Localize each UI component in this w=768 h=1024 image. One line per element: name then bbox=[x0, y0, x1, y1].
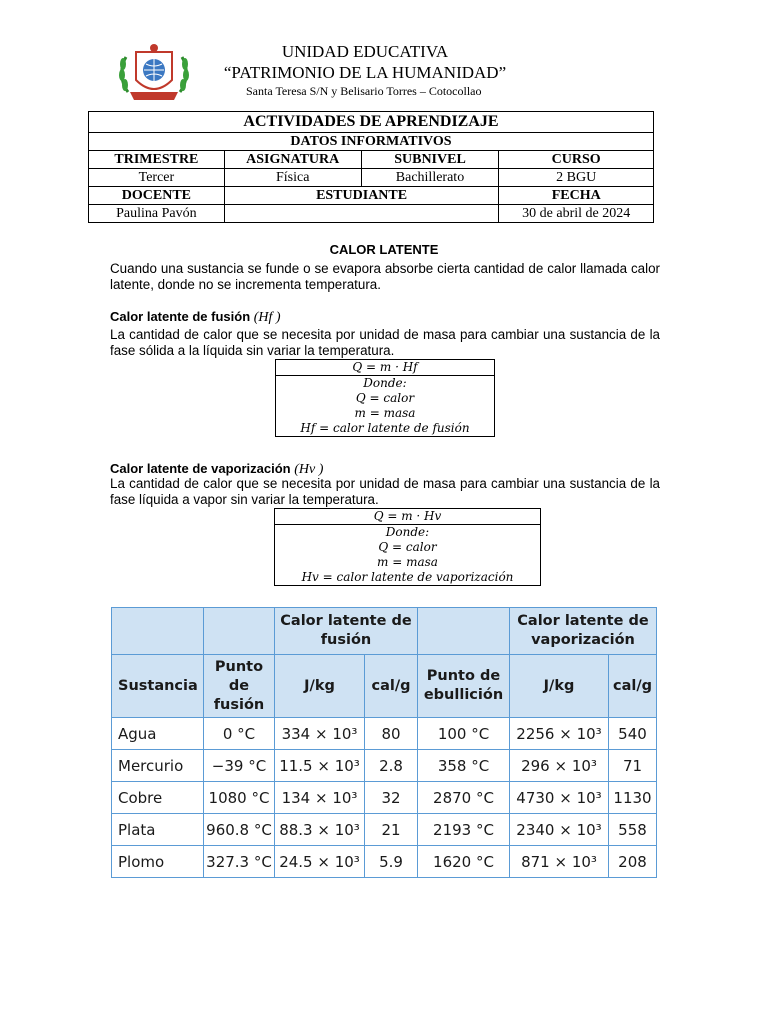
cell-jkg-fusion: 88.3 × 10³ bbox=[275, 814, 365, 846]
cell-punto-fusion: 0 °C bbox=[204, 718, 275, 750]
school-header bbox=[200, 42, 530, 98]
cell-calg-vapor: 558 bbox=[609, 814, 657, 846]
value-trimestre: Tercer bbox=[89, 169, 225, 187]
blank-header-cell bbox=[204, 608, 275, 655]
header-subnivel: SUBNIVEL bbox=[361, 151, 499, 169]
value-docente: Paulina Pavón bbox=[89, 205, 225, 223]
fusion-def-m: m = masa bbox=[354, 406, 416, 420]
value-estudiante[interactable] bbox=[224, 205, 499, 223]
cell-jkg-vapor: 2256 × 10³ bbox=[510, 718, 609, 750]
value-subnivel: Bachillerato bbox=[361, 169, 499, 187]
section-title: CALOR LATENTE bbox=[329, 242, 439, 257]
fusion-paragraph: La cantidad de calor que se necesita por unidad de masa para cambiar una sustancia de la fase sólida a la líquida sin variar la temperatura. bbox=[110, 327, 660, 358]
cell-calg-fusion: 21 bbox=[365, 814, 418, 846]
header-asignatura: ASIGNATURA bbox=[224, 151, 361, 169]
header-docente: DOCENTE bbox=[89, 187, 225, 205]
fusion-formula-box bbox=[275, 359, 495, 437]
header-fecha: FECHA bbox=[499, 187, 654, 205]
value-asignatura: Física bbox=[224, 169, 361, 187]
cell-calg-vapor: 1130 bbox=[609, 782, 657, 814]
table-row bbox=[112, 718, 657, 750]
cell-jkg-vapor: 2340 × 10³ bbox=[510, 814, 609, 846]
table-body bbox=[112, 718, 657, 878]
cell-sustancia: Cobre bbox=[112, 782, 204, 814]
cell-punto-fusion: 1080 °C bbox=[204, 782, 275, 814]
fusion-donde: Donde: bbox=[363, 376, 407, 390]
col-header-jkg-fusion: J/kg bbox=[275, 655, 365, 718]
vapor-heading-text: Calor latente de vaporización bbox=[110, 461, 291, 476]
cell-sustancia: Mercurio bbox=[112, 750, 204, 782]
col-header-calg-vapor: cal/g bbox=[609, 655, 657, 718]
fusion-def-q: Q = calor bbox=[355, 391, 415, 405]
cell-jkg-vapor: 871 × 10³ bbox=[510, 846, 609, 878]
cell-jkg-vapor: 4730 × 10³ bbox=[510, 782, 609, 814]
cell-jkg-vapor: 296 × 10³ bbox=[510, 750, 609, 782]
header-estudiante: ESTUDIANTE bbox=[224, 187, 499, 205]
fusion-def-h: Hf = calor latente de fusión bbox=[300, 421, 470, 435]
cell-sustancia: Plata bbox=[112, 814, 204, 846]
vapor-paragraph: La cantidad de calor que se necesita por unidad de masa para cambiar una sustancia de la fase líquida a vapor sin variar la temperatura. bbox=[110, 476, 660, 507]
fusion-heading-text: Calor latente de fusión bbox=[110, 309, 251, 324]
fusion-formula: Q = m · Hf bbox=[276, 360, 494, 376]
cell-punto-ebullicion: 1620 °C bbox=[418, 846, 510, 878]
cell-punto-fusion: 960.8 °C bbox=[204, 814, 275, 846]
cell-punto-ebullicion: 2193 °C bbox=[418, 814, 510, 846]
cell-sustancia: Agua bbox=[112, 718, 204, 750]
value-fecha: 30 de abril de 2024 bbox=[499, 205, 654, 223]
cell-calg-fusion: 80 bbox=[365, 718, 418, 750]
vapor-donde: Donde: bbox=[385, 525, 430, 539]
col-header-punto-ebullicion: Punto de ebullición bbox=[418, 655, 510, 718]
cell-punto-fusion: 327.3 °C bbox=[204, 846, 275, 878]
cell-punto-ebullicion: 100 °C bbox=[418, 718, 510, 750]
table-row bbox=[112, 782, 657, 814]
table-row bbox=[112, 846, 657, 878]
vapor-formula: Q = m · Hv bbox=[275, 509, 540, 525]
cell-calg-vapor: 208 bbox=[609, 846, 657, 878]
school-line1: UNIDAD EDUCATIVA bbox=[281, 42, 449, 61]
vapor-formula-box bbox=[274, 508, 541, 586]
header-curso: CURSO bbox=[499, 151, 654, 169]
vapor-def-q: Q = calor bbox=[378, 540, 437, 554]
latent-heat-table bbox=[111, 607, 657, 878]
school-address: Santa Teresa S/N y Belisario Torres – Cotocollao bbox=[246, 84, 482, 98]
group-header-vapor: Calor latente de vaporización bbox=[510, 608, 657, 655]
value-curso: 2 BGU bbox=[499, 169, 654, 187]
cell-jkg-fusion: 134 × 10³ bbox=[275, 782, 365, 814]
activities-title: ACTIVIDADES DE APRENDIZAJE bbox=[89, 112, 654, 133]
cell-punto-ebullicion: 2870 °C bbox=[418, 782, 510, 814]
intro-paragraph: Cuando una sustancia se funde o se evapora absorbe cierta cantidad de calor llamada calor latente, donde no se incrementa temperatura. bbox=[110, 261, 660, 292]
cell-punto-ebullicion: 358 °C bbox=[418, 750, 510, 782]
header-trimestre: TRIMESTRE bbox=[89, 151, 225, 169]
col-header-calg-fusion: cal/g bbox=[365, 655, 418, 718]
cell-calg-fusion: 2.8 bbox=[365, 750, 418, 782]
table-row bbox=[112, 814, 657, 846]
info-subtitle: DATOS INFORMATIVOS bbox=[89, 133, 654, 151]
blank-header-cell bbox=[418, 608, 510, 655]
cell-calg-fusion: 5.9 bbox=[365, 846, 418, 878]
vapor-symbol: (Hv ) bbox=[294, 462, 324, 477]
fusion-heading bbox=[110, 309, 281, 326]
cell-jkg-fusion: 334 × 10³ bbox=[275, 718, 365, 750]
info-table bbox=[88, 111, 654, 223]
col-header-punto-fusion: Punto de fusión bbox=[204, 655, 275, 718]
school-logo bbox=[118, 42, 190, 104]
cell-jkg-fusion: 11.5 × 10³ bbox=[275, 750, 365, 782]
school-line2: “PATRIMONIO DE LA HUMANIDAD” bbox=[223, 63, 507, 82]
cell-calg-vapor: 540 bbox=[609, 718, 657, 750]
cell-calg-fusion: 32 bbox=[365, 782, 418, 814]
col-header-sustancia: Sustancia bbox=[112, 655, 204, 718]
cell-jkg-fusion: 24.5 × 10³ bbox=[275, 846, 365, 878]
col-header-jkg-vapor: J/kg bbox=[510, 655, 609, 718]
blank-header-cell bbox=[112, 608, 204, 655]
vapor-def-m: m = masa bbox=[377, 555, 438, 569]
cell-punto-fusion: −39 °C bbox=[204, 750, 275, 782]
table-row bbox=[112, 750, 657, 782]
cell-sustancia: Plomo bbox=[112, 846, 204, 878]
fusion-symbol: (Hf ) bbox=[253, 310, 281, 325]
vapor-def-h: Hv = calor latente de vaporización bbox=[301, 570, 514, 584]
group-header-fusion: Calor latente de fusión bbox=[275, 608, 418, 655]
cell-calg-vapor: 71 bbox=[609, 750, 657, 782]
